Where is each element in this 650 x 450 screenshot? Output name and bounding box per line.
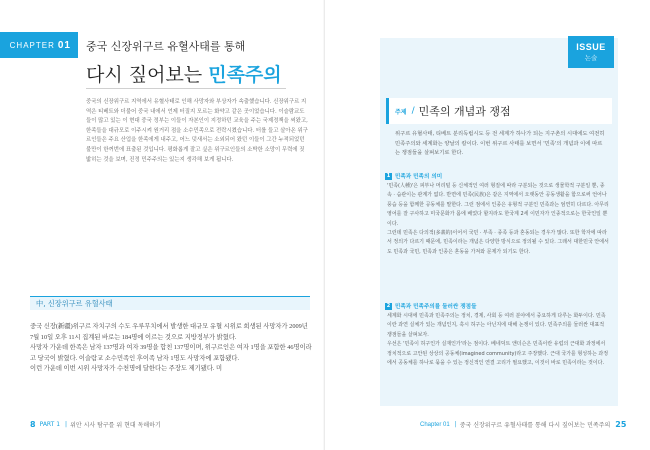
topic-title: 민족의 개념과 쟁점	[418, 105, 511, 118]
footer-separator: |	[454, 421, 457, 428]
topic-tag: 주제	[395, 108, 407, 116]
headline-plain: 다시 짚어보는	[86, 64, 209, 86]
chapter-label: CHAPTER	[9, 40, 55, 50]
section-number: 1	[386, 172, 391, 179]
footer-separator: |	[65, 421, 68, 428]
lead-text	[86, 98, 308, 165]
headline-kicker: 중국 신장위구르 유혈사태를 통해	[86, 40, 246, 53]
left-footer	[30, 420, 161, 429]
section-title: 민족과 민족의 의미	[395, 174, 443, 180]
article-body	[30, 322, 312, 375]
footer-title: 중국 신장위구르 유혈사태를 통해 다시 짚어보는 민족주의	[459, 422, 611, 429]
section-heading-2	[385, 302, 477, 310]
headline-accent: 민족주의	[208, 64, 282, 86]
issue-badge	[568, 36, 614, 68]
topic-heading	[386, 98, 612, 124]
footer-chapter: Chapter 01	[420, 421, 450, 428]
issue-badge-label: ISSUE	[576, 42, 606, 52]
section-number: 2	[386, 302, 391, 309]
page-title	[86, 60, 282, 87]
section-text-2: 세계화 시대에 민족과 민족주의는 정치, 경제, 사회 등 여러 분야에서 중요하게 다루는 화두이다. 민족이란 과연 실체가 있는 개념인지, 혹시 허구는 아닌지에 대해 논쟁이 있다. 민족주의를 둘러싼 대표적 쟁점들을 살펴보자. 우선은 '민족이 허구인가 실재인가'라는 점이다. 베네딕트 앤더슨은 민족이란 유럽의 근대화 과정에서 정치적으로 고안된 상상의 공동체(imagined community)라고 주장했다. 근대 국가를 형성하는 과정에서 공동체를 하나로 묶을 수 있는 정신적인 연결 고리가 필요했고, 이것이 바로 민족이라는 것이다.	[387, 313, 609, 367]
chapter-number: 01	[57, 39, 71, 51]
topic-slash: /	[411, 106, 415, 116]
footer-title: 위안 시사 탐구를 위 현대 독해하기	[70, 422, 161, 429]
topic-intro: 위구르 유혈사태, 티베트 분리독립시도 등 전 세계가 하나가 되는 지구촌의 시대에도 여전히 민족주의와 세계화는 양날의 칼이다. 이번 위구르 사태를 보면서 '민족'의 개념과 이에 따르는 쟁점들을 살펴보기로 한다.	[395, 131, 605, 156]
issue-badge-sub: 논술	[584, 54, 598, 62]
right-page-number: 25	[615, 420, 627, 429]
section-text-1: '민족(人種)'은 피부나 머리털 등 신체적인 여러 형질에 따라 구분되는 것으로 생물학적 구분일 뿐, 종속 · 습관이는 관계가 없다. 반면에 민족(民族)은 같은 지역에서 오랫동안 공동생활을 함으로써 언어나 풍습 등을 함께한 공동체를 말한다. 그런 점에서 인종은 유형적 구분인 민족과는 엄연히 다르다. 아무리 영어를 잘 구사하고 미국문화가 몸에 배었다 할지라도 한국계 2세 이민자가 인종적으로는 한국인일 뿐이다. 그런데 민족은 다의적(多義的)이어서 국민 · 부족 · 종족 등과 혼동되는 경우가 많다. 또한 학자에 따라서 정의가 다르기 때문에, 민족이라는 개념은 다양한 방식으로 정의될 수 있다. 그래서 대한민국 안에서도 민족과 국민, 민족과 인종은 혼동을 가져와 문제가 되기도 한다.	[387, 183, 609, 255]
chapter-tab	[0, 32, 78, 58]
section-title: 민족과 민족주의를 둘러싼 쟁점들	[395, 304, 477, 310]
footer-part: PART 1	[39, 421, 61, 428]
right-footer	[420, 420, 626, 429]
section-subheading: 中, 신장위구르 유혈사태	[30, 296, 310, 310]
body-paragraph: 사망자 가운데 한족은 남자 137명과 여자 39명을 합친 137명이며, 위구르인은 여자 1명을 포함한 46명이라고 당국이 밝혔다. 이슬람교 소수민족인 후이족 남자 1명도 사망자에 포함됐다.	[30, 344, 312, 362]
body-paragraph: 이런 가운데 이번 시위 사망자가 수천명에 달한다는 주장도 제기됐다. 미	[30, 365, 223, 373]
lead-paragraph: 중국의 신장위구르 지역에서 유혈사태로 인해 사망자와 부상자가 속출했습니다. 신장위구르 지역은 티베트와 더불어 중국 내에서 언제 터질지 모르는 화약고 같은 곳이었습니다. 이슬람교도들이 많고 있는 이 현대 중국 정부는 이들이 자본인이 지정하던 교육을 주는 국제정책을 써왔고, 한족들을 대규모로 이주시켜 원거리 점을 소수민족으로 전락시켰습니다. 터를 들고 살아온 위구르인들은 주요 산업을 한족에게 내주고, 어느 덧새서는 소외되어 왔던 이들이 그간 누적되었던 불만이 한꺼번에 표출된 것입니다. 평화롭게 잘고 싶은 위구르인들의 소박한 소망이 무력에 짓밟히는 것을 보며, 진정 민주주의는 있는지 생각해 보게 됩니다.	[86, 99, 308, 163]
section-heading-1	[385, 172, 442, 180]
title-divider	[86, 88, 286, 89]
body-paragraph: 중국 신장(新疆)위구르 자치구의 수도 우루무치에서 발생한 대규모 유혈 시위로 희생된 사망자가 2009년 7월 10일 오후 11시 집계된 바로는 184명에 이르는 것으로 지방정부가 밝혔다.	[30, 323, 308, 341]
left-page-number: 8	[30, 420, 36, 429]
